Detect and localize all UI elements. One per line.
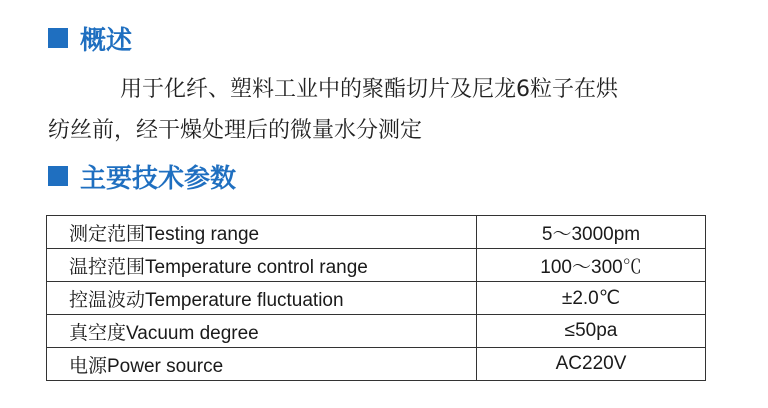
table-row bbox=[47, 249, 706, 282]
overview-heading-text: 概述 bbox=[80, 25, 133, 56]
overview-paragraph-line-2: 纺丝前，经干燥处理后的微量水分测定 bbox=[48, 118, 423, 143]
table-row bbox=[47, 282, 706, 315]
table-row bbox=[47, 315, 706, 348]
params-heading bbox=[48, 156, 236, 196]
param-value-cell: ≤50pa bbox=[477, 315, 706, 348]
heading-square-icon bbox=[48, 28, 68, 48]
params-heading-text: 主要技术参数 bbox=[80, 163, 237, 194]
param-value-cell: AC220V bbox=[477, 348, 706, 381]
param-name-cell: 温控范围Temperature control range bbox=[47, 249, 477, 282]
table-row bbox=[47, 216, 706, 249]
spec-table bbox=[46, 215, 706, 381]
heading-square-icon bbox=[48, 166, 68, 186]
param-value-cell: 100～300℃ bbox=[477, 249, 706, 282]
table-row bbox=[47, 348, 706, 381]
overview-heading bbox=[48, 18, 132, 58]
param-name-cell: 测定范围Testing range bbox=[47, 216, 477, 249]
param-value-cell: 5～3000pm bbox=[477, 216, 706, 249]
param-value-cell: ±2.0℃ bbox=[477, 282, 706, 315]
param-name-cell: 控温波动Temperature fluctuation bbox=[47, 282, 477, 315]
overview-paragraph-line-1: 用于化纤、塑料工业中的聚酯切片及尼龙6粒子在烘 bbox=[120, 77, 618, 102]
param-name-cell: 电源Power source bbox=[47, 348, 477, 381]
param-name-cell: 真空度Vacuum degree bbox=[47, 315, 477, 348]
